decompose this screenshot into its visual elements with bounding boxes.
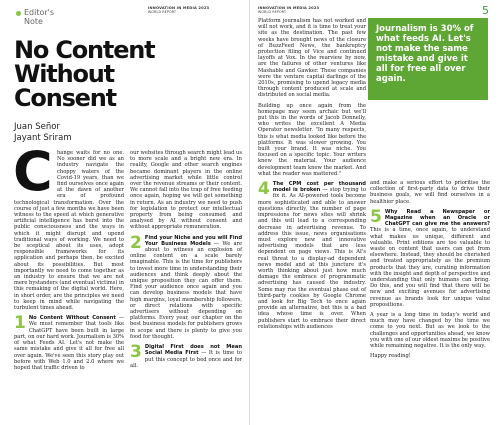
header-title: INNOVATION IN MEDIA 2023 bbox=[148, 6, 210, 10]
body-column-2 bbox=[130, 150, 242, 373]
section-label: Editor's Note bbox=[24, 8, 55, 26]
point-title: No Content Without Consent bbox=[28, 315, 116, 322]
point-title: Why Read a Newspaper or Magazine when an Oracle or ChatGPT can give me the answers? bbox=[384, 208, 490, 228]
author-name: Juan Señor bbox=[14, 122, 60, 132]
intro-text: hange waits for no one. No sooner did we as an industry navigate the choppy waters of the Covid-19 years, than we find ourselves once again at the dawn of another era of profound technological transformation. Over the course of just a few months we have been witness to the speed at which generative artificial intelligence has burst into the public consciousness and the ways in which it might disrupt and upend traditional ways of working. We need to be sceptical about its uses, adopt responsible frameworks for its application and perhaps then, be excited about its possibilities. But most importantly we need to come together as an industry to ensure that we are not mere bystanders (and eventual victims) in this remaking of the digital world. Here, in short order, are the principles we need to keep in mind while navigating the turbulent times ahead. bbox=[14, 150, 124, 312]
drop-cap: C bbox=[13, 140, 53, 203]
point-number: 5 bbox=[370, 206, 382, 227]
point-3 bbox=[130, 344, 242, 369]
headline-line: Consent bbox=[14, 84, 116, 112]
point-4 bbox=[258, 181, 366, 330]
point-1 bbox=[14, 315, 124, 371]
headline-line: Without bbox=[14, 60, 114, 88]
point-body: — We are about to witness an explosion of online content on a scale barely imaginable. This is the time for publishers to invest more time in understanding their audiences and think deeply about the unique proposition they can offer them. Find your audience once again and you can develop business models that have high margins, loyal membership followers, or direct relations with specific advertisers without depending on platforms. Every year, our chapter on the best business models for publishers grows in scope and there is plenty to give you food for thought. bbox=[130, 240, 243, 340]
bullet-dot-icon bbox=[16, 11, 21, 16]
header-subtitle: WORLD REPORT bbox=[258, 10, 287, 15]
point-number: 4 bbox=[258, 179, 270, 200]
running-header bbox=[258, 6, 319, 15]
author-name: Jayant Sriram bbox=[14, 133, 72, 143]
body-column-3 bbox=[258, 18, 366, 334]
sign-off: Happy reading! bbox=[370, 353, 411, 360]
body-column-1 bbox=[13, 140, 124, 375]
intro-paragraph bbox=[13, 140, 124, 312]
point-number: 2 bbox=[130, 232, 142, 253]
point-body: — We must remember that tools like ChatGPT have been built in large part, on our hard work. Journalism is 30% of what Feeds AI. Let's not make the same mistake and give it all for free all over again. We've seen this story play out before with Web 1.0 and 2.0 where we hoped that traffic driven to bbox=[14, 315, 124, 371]
paragraph: Platform journalism has not worked and will not work, and it is time to treat your site as the destination. The past few weeks have brought news of the closure of BuzzFeed News, the bankruptcy protection filing of Vice and continued layoffs at Vox. In the rearview by now, are the failures of other ventures like Mashable and Gawker. These companies were the venture capital darlings of the 2010s, promising to upend legacy media through content produced at scale and distributed on social media. bbox=[258, 18, 366, 99]
headline-line: No Content bbox=[14, 36, 155, 64]
point-body: — It is time to put this concept to bed once and for all. bbox=[130, 350, 242, 369]
continued-paragraph: our websites through search might lead us to more scale and a bright new era. In reality, Google and other search engines became dominant players in the online advertising market while little control over the revenue streams or their content. We cannot fall into the trap of free feeding once again, hoping we will get something in return. As an industry we need to push for legislation to protect our intellectual property from being consumed and analysed by AI without consent and without appropriate remuneration. bbox=[130, 150, 242, 231]
header-title: INNOVATION IN MEDIA 2023 bbox=[258, 6, 320, 10]
closing-paragraph: A year is a long time in today's world and much may have changed by the time we come to you next. But as we look to the challenges and opportunities ahead, we know you with one of our oldest maxims be positive while remaining negative. It is the only way. bbox=[370, 312, 490, 350]
body-column-4 bbox=[370, 180, 490, 363]
pull-quote-box bbox=[368, 18, 488, 100]
article-headline bbox=[14, 38, 244, 110]
running-header bbox=[148, 6, 209, 15]
point-title: Digital First does not Mean Social Media First bbox=[144, 344, 242, 357]
point-body: — stop trying to fix it. As AI-powered tools become more sophisticated and able to answer questions directly, the number of page impressions for news sites will shrink and this will lead to a corresponding decrease in advertising revenue. To address this issue, news organisations must explore new and innovative advertising models that are less dependent on page views. This is AI's real threat to a display-ad dependent news model and at this juncture it's worth thinking about just how much damage the embrace of programmatic advertising has caused the industry. Some may rue the eventual phase out of third-party cookies by Google Chrome and look for Big Tech to once again provide an alternative, but this is a bad idea whose time is over. When publishers start to embrace their direct relationships with audiences bbox=[258, 187, 366, 330]
point-5 bbox=[370, 206, 490, 308]
point-2 bbox=[130, 232, 243, 340]
point-title: The CPM cost per thousand model is broken bbox=[272, 181, 366, 194]
page-number: 5 bbox=[482, 4, 489, 17]
continued-paragraph: and make a serious effort to prioritise the collection of first-party data to drive their business goals, we will find ourselves in a healthier place. bbox=[370, 180, 490, 205]
point-body: This is a time, once again, to understand what makes us unique, different and valuable. Print editions are too valuable to waste on content that users can get from elsewhere. Instead, they should be cherished and treated appropriately as the premium products that they are, curating information with the insight and depth of perspective and understanding that only humans can bring. Do this, and you will find that there will be new and exciting avenues for advertising revenue as brands look for unique value propositions. bbox=[370, 227, 490, 308]
point-number: 1 bbox=[14, 313, 26, 334]
pull-quote-text: Journalism is 30% of what feeds AI. Let's not make the same mistake and give it all for free all over again. bbox=[376, 24, 474, 84]
paragraph: Building up once again from the homepage may seem archaic but we'll put this in the words of Jacob Donnelly, who writes the excellent A Media Operator newsletter. "In many respects, this is what media looked like before the platforms. It was slower growing. You built your brand. It was niche. You focused on a specific topic. Your writers knew the material. Your audience development team knew the market. And what the reader was mattered." bbox=[258, 102, 366, 177]
point-title: Find your Niche and you will Find Your Business Models bbox=[144, 234, 242, 247]
drop-cap-box bbox=[13, 140, 54, 203]
point-number: 3 bbox=[130, 342, 142, 363]
header-subtitle: WORLD REPORT bbox=[148, 10, 177, 15]
